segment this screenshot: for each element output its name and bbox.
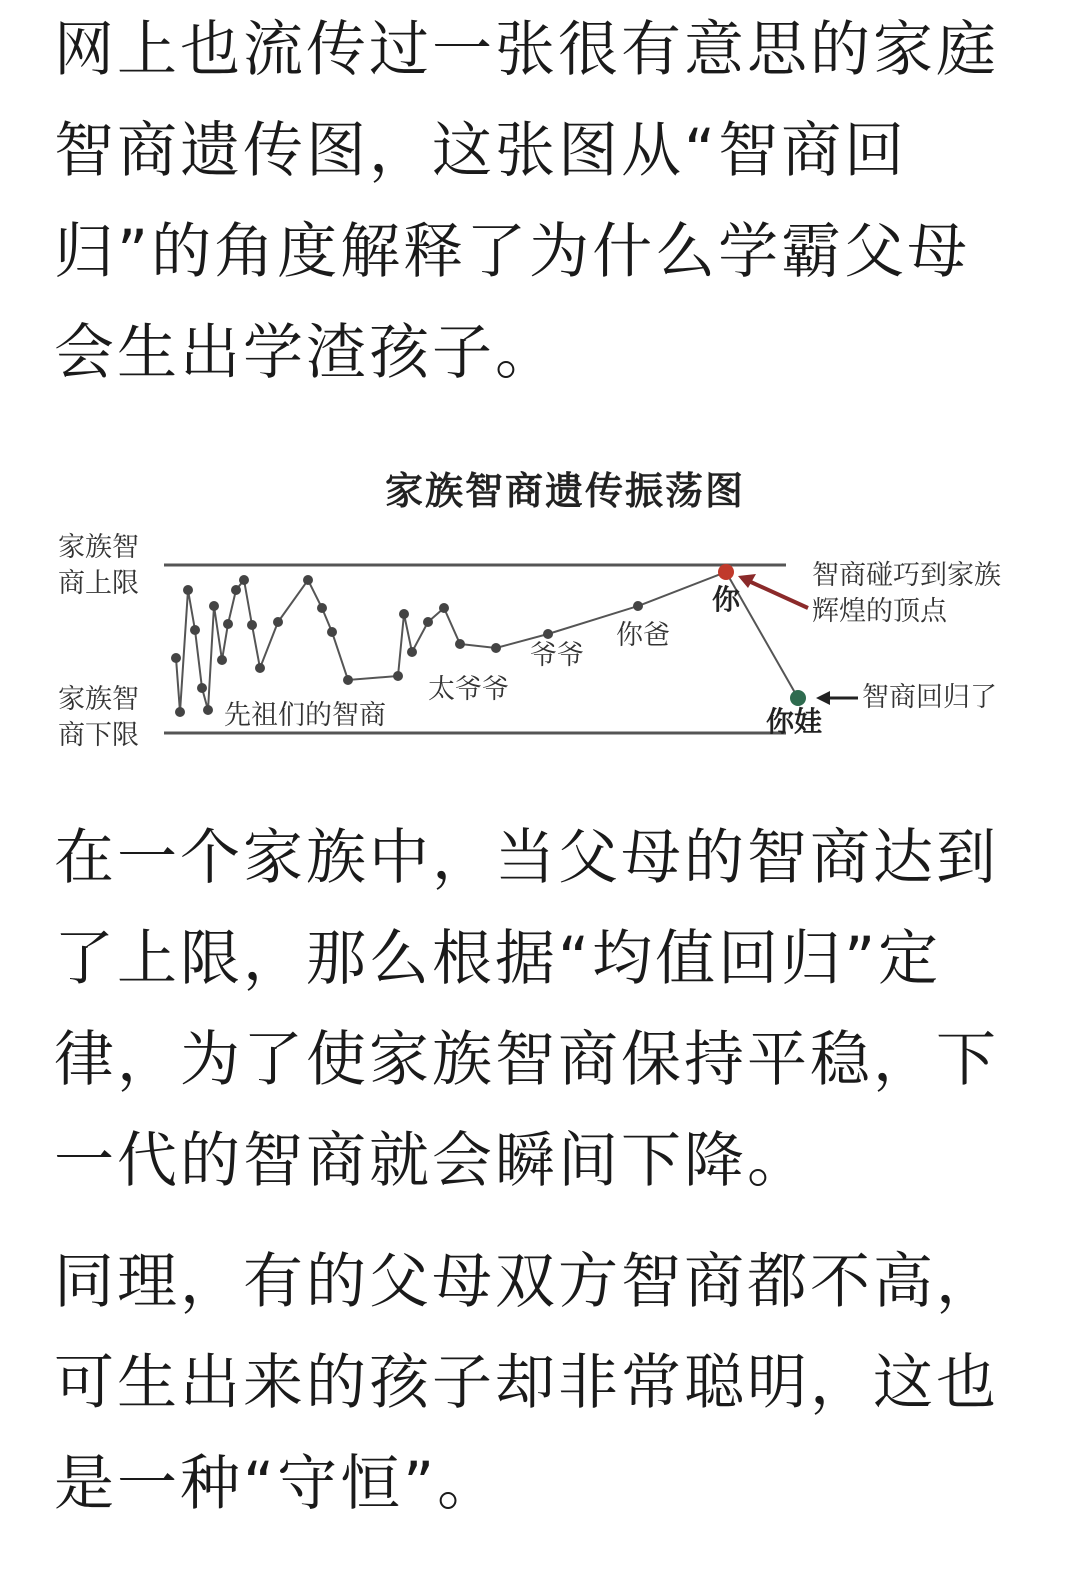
ancestor-iq-point: [255, 663, 265, 673]
peak-note: 智商碰巧到家族辉煌的顶点: [812, 560, 1001, 627]
great-grandpa-label: 太爷爷: [428, 674, 509, 705]
lower-limit-label: 家族智商下限: [58, 684, 139, 751]
ancestor-iq-point: [407, 647, 417, 657]
ancestor-iq-point: [223, 619, 233, 629]
you-iq-point: [718, 564, 734, 580]
upper-limit-label: 家族智商上限: [58, 532, 139, 599]
ancestor-iq-point: [183, 585, 193, 595]
ancestor-iq-point: [217, 655, 227, 665]
ancestor-iq-point: [203, 705, 213, 715]
ancestor-iq-point: [247, 620, 257, 630]
ancestor-iq-point: [171, 653, 181, 663]
ancestor-iq-point: [273, 617, 283, 627]
ancestor-iq-point: [455, 639, 465, 649]
ancestor-iq-point: [423, 617, 433, 627]
ancestor-iq-point: [491, 643, 501, 653]
you-label: 你: [712, 583, 741, 616]
conservation-paragraph: 同理，有的父母双方智商都不高，可生出来的孩子却非常聪明，这也是一种“守恒”。: [54, 1247, 999, 1519]
ancestor-iq-point: [190, 625, 200, 635]
regression-note: 智商回归了: [862, 682, 997, 713]
regression-arrow-head: [816, 691, 830, 705]
mean-regression-paragraph: 在一个家族中，当父母的智商达到了上限，那么根据“均值回归”定律，为了使家族智商保持平稳，下一代的智商就会瞬间下降。: [54, 823, 999, 1196]
ancestor-iq-point: [393, 671, 403, 681]
ancestor-iq-point: [317, 603, 327, 613]
grandpa-label: 爷爷: [530, 640, 584, 671]
ancestor-iq-point: [197, 683, 207, 693]
ancestors-label: 先祖们的智商: [224, 700, 386, 731]
ancestor-iq-point: [231, 585, 241, 595]
ancestor-iq-point: [439, 603, 449, 613]
ancestor-iq-point: [239, 575, 249, 585]
peak-arrow-line: [742, 578, 808, 608]
ancestor-iq-point: [327, 627, 337, 637]
intro-paragraph: 网上也流传过一张很有意思的家庭智商遗传图，这张图从“智商回归”的角度解释了为什么学霸父母会生出学渣孩子。: [54, 15, 999, 388]
your-kid-label: 你娃: [766, 705, 823, 738]
dad-label: 你爸: [616, 620, 670, 651]
ancestor-iq-point: [209, 601, 219, 611]
iq-oscillation-figure: [40, 440, 1040, 770]
ancestor-iq-point: [399, 609, 409, 619]
ancestor-iq-point: [303, 575, 313, 585]
ancestor-iq-point: [633, 601, 643, 611]
figure-title: 家族智商遗传振荡图: [384, 469, 745, 513]
ancestor-iq-point: [343, 675, 353, 685]
ancestor-iq-point: [175, 707, 185, 717]
